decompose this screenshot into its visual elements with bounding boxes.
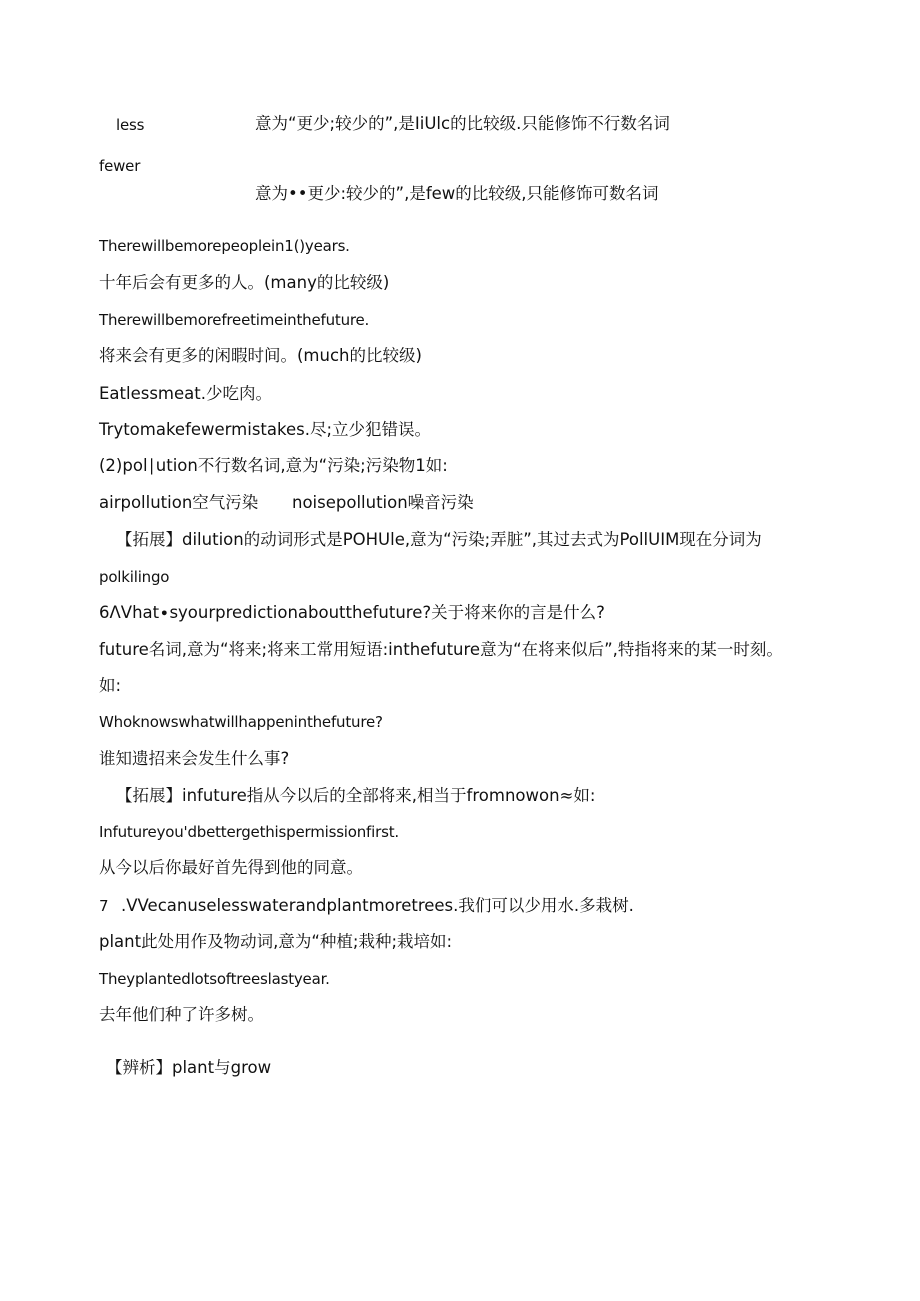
example-2-en: Therewillbemorefreetimeinthefuture. (99, 311, 370, 329)
less-definition: 意为“更少;较少的”,是IiUlc的比较级.只能修饰不行数名词 (255, 114, 670, 133)
example-5-en: Whoknowswhatwillhappeninthefuture? (99, 713, 383, 731)
example-1-en: Therewillbemorepeoplein1()years. (99, 237, 350, 255)
air-pollution: airpollution空气污染 (99, 493, 259, 512)
example-5-cn: 谁知遗招来会发生什么事? (99, 749, 290, 768)
extension-1-line-1: 【拓展】dilution的动词形式是POHUle,意为“污染;弄脏”,其过去式为PollUIM现在分词为 (116, 530, 762, 549)
pollution-definition: (2)pol∣ution不行数名词,意为“污染;污染物1如: (99, 456, 448, 475)
example-6-cn: 从今以后你最好首先得到他的同意。 (99, 858, 363, 877)
term-fewer: fewer (99, 157, 141, 175)
example-6-en: Infutureyou'dbettergethispermissionfirst. (99, 823, 399, 841)
example-1-cn: 十年后会有更多的人。(many的比较级) (99, 273, 390, 292)
plant-definition: plant此处用作及物动词,意为“种植;栽种;栽培如: (99, 932, 453, 951)
question-7-number: 7 (99, 897, 109, 915)
example-intro: 如: (99, 676, 122, 695)
noise-pollution: noisepollution噪音污染 (292, 493, 474, 512)
future-definition: future名词,意为“将来;将来工常用短语:inthefuture意为“在将来似后”,特指将来的某一时刻。 (99, 640, 783, 659)
fewer-definition: 意为••更少:较少的”,是few的比较级,只能修饰可数名词 (255, 184, 659, 203)
question-6: 6ΛVhat∙syourpredictionaboutthefuture?关于将来你的言是什么? (99, 603, 605, 622)
analysis-heading: 【辨析】plant与grow (106, 1058, 272, 1077)
extension-1-line-2: polkilingo (99, 568, 170, 586)
extension-2: 【拓展】infuture指从今以后的全部将来,相当于fromnowon≈如: (116, 786, 596, 805)
example-2-cn: 将来会有更多的闲暇时间。(much的比较级) (99, 346, 422, 365)
example-7-en: Theyplantedlotsoftreeslastyear. (99, 970, 330, 988)
example-7-cn: 去年他们种了许多树。 (99, 1005, 264, 1024)
example-3: Eatlessmeat.少吃肉。 (99, 384, 272, 403)
example-4: Trytomakefewermistakes.尽;立少犯错误。 (99, 420, 432, 439)
term-less: less (116, 116, 145, 134)
question-7-text: .VVecanuselesswaterandplantmoretrees.我们可以少用水.多栽树. (121, 896, 634, 915)
